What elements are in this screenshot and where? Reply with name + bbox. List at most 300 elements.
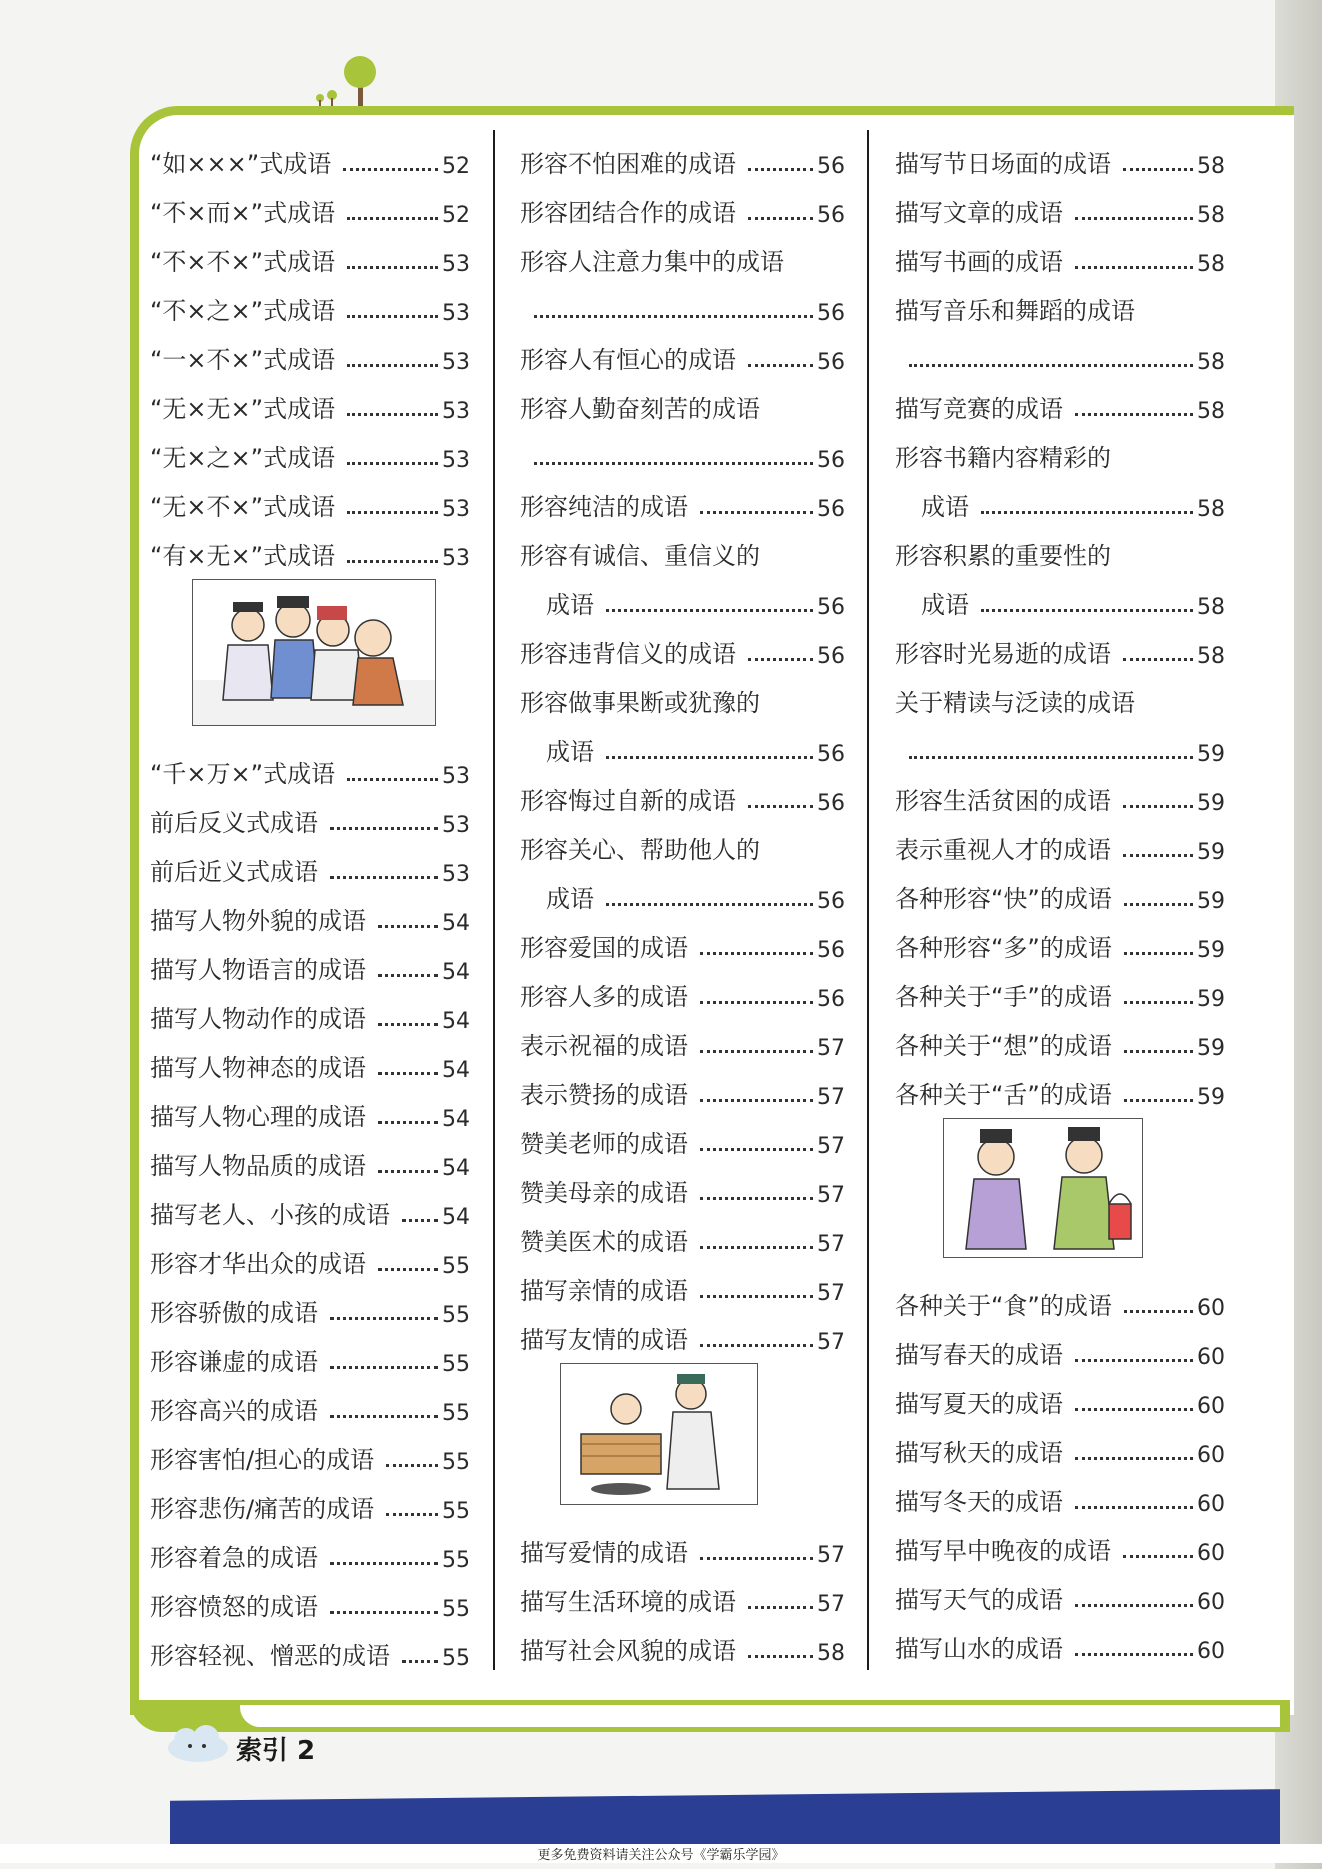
index-entry (520, 620, 845, 669)
index-entry-page: 56 (817, 889, 845, 914)
index-entry-page: 53 (442, 399, 470, 424)
index-entry-page: 56 (817, 448, 845, 473)
index-entry-label: 描写友情的成语 (520, 1326, 688, 1354)
leader-dots (402, 1219, 438, 1222)
index-entry-page: 57 (817, 1543, 845, 1568)
index-entry-page: 60 (1197, 1394, 1225, 1419)
index-entry (520, 277, 845, 326)
column-divider (493, 130, 495, 1670)
leader-dots (1075, 1506, 1193, 1509)
index-entry-page: 58 (817, 1641, 845, 1666)
index-entry-label: 各种关于“想”的成语 (895, 1032, 1112, 1060)
index-entry-label: 形容害怕/担心的成语 (150, 1446, 375, 1474)
index-entry (520, 1110, 845, 1159)
index-entry-page: 53 (442, 497, 470, 522)
leader-dots (700, 511, 813, 514)
index-entry-label: 赞美老师的成语 (520, 1130, 688, 1158)
index-entry-label: 描写山水的成语 (895, 1635, 1063, 1663)
leader-dots (386, 1513, 438, 1516)
index-entry-page: 58 (1197, 252, 1225, 277)
index-entry (150, 985, 470, 1034)
index-entry (520, 179, 845, 228)
index-entry-page: 58 (1197, 497, 1225, 522)
index-entry-page: 54 (442, 1156, 470, 1181)
index-entry (150, 1377, 470, 1426)
index-entry (895, 228, 1225, 277)
index-entry (895, 130, 1225, 179)
index-entry (150, 473, 470, 522)
index-entry-page: 56 (817, 595, 845, 620)
footer-note-text: 更多免费资料请关注公众号《学霸乐学园》 (531, 1848, 790, 1863)
index-entry (895, 816, 1225, 865)
index-entry-label: 形容着急的成语 (150, 1544, 318, 1572)
leader-dots (700, 1197, 813, 1200)
leader-dots (1075, 1408, 1193, 1411)
leader-dots (909, 756, 1193, 759)
index-entry (150, 936, 470, 985)
index-entry-page: 59 (1197, 938, 1225, 963)
leader-dots (1123, 1555, 1193, 1558)
index-entry (150, 326, 470, 375)
index-entry-label: 形容团结合作的成语 (520, 199, 736, 227)
index-entry-label: “一×不×”式成语 (150, 346, 336, 374)
index-entry (520, 1306, 845, 1355)
illustration-carrying-sticks (560, 1363, 758, 1505)
index-entry (895, 522, 1225, 571)
index-entry-label: 形容不怕困难的成语 (520, 150, 736, 178)
index-entry-label: “不×之×”式成语 (150, 297, 336, 325)
index-entry (150, 277, 470, 326)
leader-dots (1124, 1050, 1193, 1053)
index-entry (150, 522, 470, 571)
leader-dots (700, 1001, 813, 1004)
leader-dots (378, 1072, 438, 1075)
index-entry-label: 形容人多的成语 (520, 983, 688, 1011)
index-entry (150, 228, 470, 277)
index-entry (150, 1573, 470, 1622)
tree-icon (300, 50, 390, 110)
index-entry (895, 1517, 1225, 1566)
leader-dots (700, 1050, 813, 1053)
leader-dots (347, 266, 438, 269)
index-entry (520, 228, 845, 277)
leader-dots (700, 952, 813, 955)
leader-dots (748, 168, 813, 171)
index-entry (895, 865, 1225, 914)
leader-dots (402, 1660, 438, 1663)
index-entry (520, 1159, 845, 1208)
index-entry (520, 522, 845, 571)
leader-dots (347, 315, 438, 318)
index-entry-label: 成语 (546, 738, 594, 766)
index-entry (895, 277, 1225, 326)
index-entry-label: 形容愤怒的成语 (150, 1593, 318, 1621)
leader-dots (1075, 217, 1193, 220)
leader-dots (700, 1344, 813, 1347)
index-entry-label: 描写人物动作的成语 (150, 1005, 366, 1033)
index-entry (520, 1568, 845, 1617)
index-entry-page: 58 (1197, 203, 1225, 228)
index-entry (895, 1272, 1225, 1321)
index-entry-label: 形容谦虚的成语 (150, 1348, 318, 1376)
index-entry-page: 55 (442, 1548, 470, 1573)
index-entry-label: 赞美母亲的成语 (520, 1179, 688, 1207)
index-entry (895, 914, 1225, 963)
index-entry-label: 赞美医术的成语 (520, 1228, 688, 1256)
index-entry-label: 描写人物神态的成语 (150, 1054, 366, 1082)
index-entry-label: 表示重视人才的成语 (895, 836, 1111, 864)
index-entry-page: 58 (1197, 154, 1225, 179)
index-entry-label: 描写生活环境的成语 (520, 1588, 736, 1616)
index-entry (895, 1566, 1225, 1615)
leader-dots (330, 876, 438, 879)
index-entry-label: 形容人勤奋刻苦的成语 (520, 395, 760, 423)
carrying-sticks-illustration-icon (561, 1364, 757, 1504)
index-entry (150, 1230, 470, 1279)
leader-dots (700, 1557, 813, 1560)
index-entry (520, 571, 845, 620)
index-entry-page: 56 (817, 301, 845, 326)
leader-dots (606, 609, 813, 612)
index-entry (520, 767, 845, 816)
index-entry-page: 55 (442, 1254, 470, 1279)
index-entry-page: 60 (1197, 1541, 1225, 1566)
leader-dots (378, 974, 438, 977)
leader-dots (1124, 903, 1193, 906)
index-entry-page: 59 (1197, 791, 1225, 816)
index-entry-page: 59 (1197, 840, 1225, 865)
index-entry-page: 60 (1197, 1345, 1225, 1370)
leader-dots (347, 217, 438, 220)
index-entry (895, 718, 1225, 767)
leader-dots (1075, 413, 1193, 416)
index-entry-page: 57 (817, 1330, 845, 1355)
index-entry (520, 669, 845, 718)
index-entry-label: 关于精读与泛读的成语 (895, 689, 1135, 717)
index-entry (895, 767, 1225, 816)
leader-dots (1123, 805, 1193, 808)
index-entry (150, 1132, 470, 1181)
index-entry (150, 1524, 470, 1573)
index-entry-page: 55 (442, 1646, 470, 1671)
index-entry-page: 54 (442, 960, 470, 985)
leader-dots (748, 364, 813, 367)
index-entry (150, 375, 470, 424)
index-entry-label: “无×无×”式成语 (150, 395, 336, 423)
index-entry-label: “不×不×”式成语 (150, 248, 336, 276)
index-entry-label: 形容悲伤/痛苦的成语 (150, 1495, 375, 1523)
index-entry-page: 55 (442, 1499, 470, 1524)
index-entry-label: 形容积累的重要性的 (895, 542, 1111, 570)
bottom-strip-inner (240, 1705, 1280, 1727)
leader-dots (909, 364, 1193, 367)
index-entry (150, 179, 470, 228)
leader-dots (1124, 1099, 1193, 1102)
index-entry-page: 57 (817, 1183, 845, 1208)
index-entry (520, 375, 845, 424)
leader-dots (606, 903, 813, 906)
index-entry-label: 各种形容“快”的成语 (895, 885, 1112, 913)
index-entry-label: 各种关于“舌”的成语 (895, 1081, 1112, 1109)
index-entry-label: 各种关于“手”的成语 (895, 983, 1112, 1011)
index-entry (150, 887, 470, 936)
index-entry (150, 1426, 470, 1475)
illustration-officials (943, 1118, 1143, 1258)
index-entry (895, 1468, 1225, 1517)
index-entry-label: 形容人注意力集中的成语 (520, 248, 784, 276)
leader-dots (347, 413, 438, 416)
leader-dots (330, 1415, 438, 1418)
leader-dots (748, 217, 813, 220)
leader-dots (606, 756, 813, 759)
page-number-label: 索引 2 (236, 1736, 316, 1766)
index-entry-page: 52 (442, 154, 470, 179)
index-entry-page: 58 (1197, 595, 1225, 620)
index-entry-label: 各种关于“食”的成语 (895, 1292, 1112, 1320)
index-entry-label: 形容纯洁的成语 (520, 493, 688, 521)
index-entry-label: 描写秋天的成语 (895, 1439, 1063, 1467)
leader-dots (700, 1295, 813, 1298)
leader-dots (330, 827, 438, 830)
leader-dots (1124, 952, 1193, 955)
index-entry (520, 816, 845, 865)
index-entry-label: 形容关心、帮助他人的 (520, 836, 760, 864)
index-entry (895, 424, 1225, 473)
leader-dots (378, 1121, 438, 1124)
index-entry-label: 描写亲情的成语 (520, 1277, 688, 1305)
leader-dots (347, 364, 438, 367)
index-entry-label: 形容书籍内容精彩的 (895, 444, 1111, 472)
index-entry-page: 52 (442, 203, 470, 228)
index-entry-page: 55 (442, 1597, 470, 1622)
index-entry (520, 1617, 845, 1666)
index-entry-page: 55 (442, 1303, 470, 1328)
officials-illustration-icon (944, 1119, 1142, 1257)
index-entry-page: 54 (442, 1009, 470, 1034)
index-entry-label: “无×不×”式成语 (150, 493, 336, 521)
index-entry-label: 形容轻视、憎恶的成语 (150, 1642, 390, 1670)
index-entry-page: 56 (817, 497, 845, 522)
index-entry-label: 描写人物品质的成语 (150, 1152, 366, 1180)
index-entry (895, 1370, 1225, 1419)
index-entry (895, 1615, 1225, 1664)
leader-dots (981, 609, 1193, 612)
index-entry (895, 179, 1225, 228)
leader-dots (330, 1562, 438, 1565)
leader-dots (378, 1170, 438, 1173)
leader-dots (378, 925, 438, 928)
index-entry-label: 表示赞扬的成语 (520, 1081, 688, 1109)
index-entry (150, 1181, 470, 1230)
index-entry-page: 53 (442, 862, 470, 887)
index-entry-page: 60 (1197, 1296, 1225, 1321)
index-entry (895, 1012, 1225, 1061)
index-entry (520, 963, 845, 1012)
index-entry-page: 54 (442, 911, 470, 936)
index-entry-label: 描写天气的成语 (895, 1586, 1063, 1614)
leader-dots (330, 1611, 438, 1614)
index-entry-label: 表示祝福的成语 (520, 1032, 688, 1060)
leader-dots (378, 1268, 438, 1271)
index-entry-label: 形容做事果断或犹豫的 (520, 689, 760, 717)
index-entry-page: 56 (817, 203, 845, 228)
index-entry-page: 54 (442, 1205, 470, 1230)
index-column-2 (520, 130, 845, 1666)
index-entry-page: 57 (817, 1592, 845, 1617)
leader-dots (330, 1317, 438, 1320)
index-entry-label: 描写文章的成语 (895, 199, 1063, 227)
index-entry (520, 326, 845, 375)
index-entry-page: 56 (817, 644, 845, 669)
index-entry (520, 1519, 845, 1568)
index-entry-label: 成语 (546, 591, 594, 619)
index-entry-page: 57 (817, 1134, 845, 1159)
index-entry-label: 形容人有恒心的成语 (520, 346, 736, 374)
index-entry-page: 59 (1197, 987, 1225, 1012)
index-entry-label: 描写人物外貌的成语 (150, 907, 366, 935)
leader-dots (748, 1606, 813, 1609)
index-entry-page: 58 (1197, 644, 1225, 669)
index-entry-page: 60 (1197, 1443, 1225, 1468)
index-entry-page: 56 (817, 987, 845, 1012)
index-entry (895, 963, 1225, 1012)
index-entry-page: 59 (1197, 742, 1225, 767)
leader-dots (1123, 658, 1193, 661)
index-entry (150, 1083, 470, 1132)
index-entry (895, 473, 1225, 522)
index-entry-page: 53 (442, 350, 470, 375)
index-entry-label: 形容高兴的成语 (150, 1397, 318, 1425)
leader-dots (748, 658, 813, 661)
leader-dots (1123, 168, 1193, 171)
index-entry-label: “无×之×”式成语 (150, 444, 336, 472)
index-entry-page: 54 (442, 1107, 470, 1132)
index-entry-label: 成语 (921, 591, 969, 619)
index-entry (520, 1257, 845, 1306)
index-entry-label: 描写夏天的成语 (895, 1390, 1063, 1418)
index-entry (520, 130, 845, 179)
index-entry-label: 描写春天的成语 (895, 1341, 1063, 1369)
index-entry-label: “有×无×”式成语 (150, 542, 336, 570)
index-entry-label: 形容爱国的成语 (520, 934, 688, 962)
index-entry-page: 53 (442, 546, 470, 571)
index-entry (520, 718, 845, 767)
leader-dots (1075, 266, 1193, 269)
index-entry-label: 描写爱情的成语 (520, 1539, 688, 1567)
index-entry-label: “如×××”式成语 (150, 150, 332, 178)
index-entry-page: 57 (817, 1281, 845, 1306)
index-entry-page: 55 (442, 1352, 470, 1377)
leader-dots (343, 168, 438, 171)
footer-note (0, 1844, 1322, 1863)
leader-dots (1075, 1359, 1193, 1362)
index-entry (150, 1279, 470, 1328)
index-entry-page: 53 (442, 813, 470, 838)
index-entry (895, 1061, 1225, 1110)
index-entry-label: 形容悔过自新的成语 (520, 787, 736, 815)
leader-dots (1075, 1653, 1193, 1656)
cloud-mascot-icon (162, 1720, 234, 1764)
index-entry-page: 59 (1197, 1036, 1225, 1061)
index-entry-label: 描写书画的成语 (895, 248, 1063, 276)
index-entry-page: 60 (1197, 1492, 1225, 1517)
leader-dots (748, 1655, 813, 1658)
leader-dots (347, 560, 438, 563)
index-entry-label: 描写冬天的成语 (895, 1488, 1063, 1516)
leader-dots (1124, 1001, 1193, 1004)
index-entry (150, 740, 470, 789)
index-entry (895, 571, 1225, 620)
leader-dots (347, 511, 438, 514)
index-entry-label: 描写早中晚夜的成语 (895, 1537, 1111, 1565)
index-column-3 (895, 130, 1225, 1664)
index-entry (520, 865, 845, 914)
illustration-scholars (192, 579, 436, 726)
index-entry-page: 59 (1197, 889, 1225, 914)
leader-dots (1124, 1310, 1193, 1313)
index-entry (520, 473, 845, 522)
index-entry-page: 55 (442, 1450, 470, 1475)
index-entry-page: 55 (442, 1401, 470, 1426)
index-entry-page: 59 (1197, 1085, 1225, 1110)
index-entry-page: 53 (442, 252, 470, 277)
leader-dots (330, 1366, 438, 1369)
index-entry-page: 53 (442, 301, 470, 326)
index-entry-page: 54 (442, 1058, 470, 1083)
index-entry-label: “不×而×”式成语 (150, 199, 336, 227)
index-entry-page: 58 (1197, 350, 1225, 375)
leader-dots (1123, 854, 1193, 857)
index-entry (150, 1034, 470, 1083)
index-entry-label: 描写老人、小孩的成语 (150, 1201, 390, 1229)
index-entry-page: 56 (817, 350, 845, 375)
index-entry-label: 形容违背信义的成语 (520, 640, 736, 668)
index-entry (895, 1321, 1225, 1370)
index-entry (150, 424, 470, 473)
index-entry-label: 形容才华出众的成语 (150, 1250, 366, 1278)
index-entry-page: 60 (1197, 1639, 1225, 1664)
scholars-illustration-icon (193, 580, 435, 725)
index-entry-page: 57 (817, 1036, 845, 1061)
index-entry-page: 57 (817, 1085, 845, 1110)
index-entry-label: 各种形容“多”的成语 (895, 934, 1112, 962)
index-entry (520, 1012, 845, 1061)
index-entry (150, 1328, 470, 1377)
leader-dots (347, 462, 438, 465)
index-entry-label: 形容时光易逝的成语 (895, 640, 1111, 668)
index-entry (150, 1622, 470, 1671)
index-entry (895, 326, 1225, 375)
index-entry (895, 375, 1225, 424)
leader-dots (700, 1148, 813, 1151)
leader-dots (347, 778, 438, 781)
index-entry-page: 58 (1197, 399, 1225, 424)
index-entry (150, 838, 470, 887)
index-entry (150, 1475, 470, 1524)
index-entry-page: 56 (817, 938, 845, 963)
index-entry-label: 描写音乐和舞蹈的成语 (895, 297, 1135, 325)
index-entry-page: 53 (442, 448, 470, 473)
index-entry (520, 1208, 845, 1257)
index-entry-label: 描写竞赛的成语 (895, 395, 1063, 423)
index-column-1 (150, 130, 470, 1671)
index-entry-page: 57 (817, 1232, 845, 1257)
index-entry-label: 描写节日场面的成语 (895, 150, 1111, 178)
leader-dots (534, 315, 813, 318)
leader-dots (378, 1023, 438, 1026)
leader-dots (981, 511, 1193, 514)
index-entry-label: 前后反义式成语 (150, 809, 318, 837)
